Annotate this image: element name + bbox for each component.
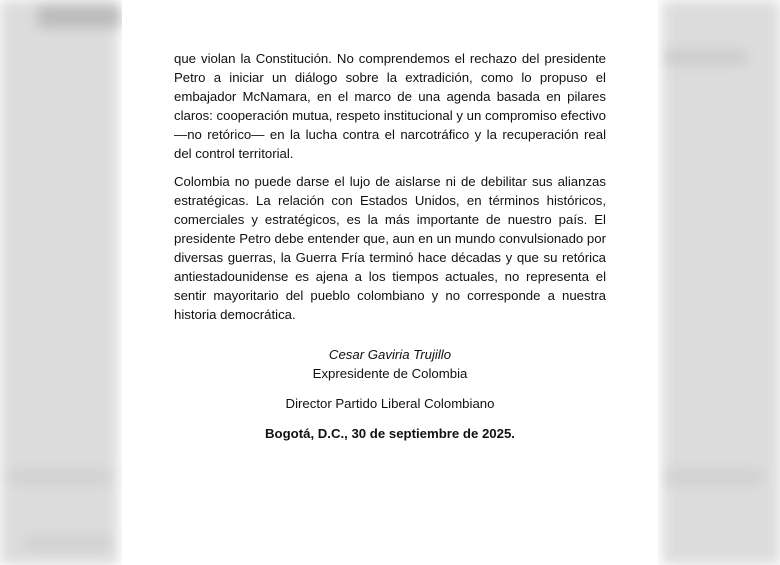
- letter-body: [174, 50, 606, 335]
- blurred-fragment: [10, 470, 110, 484]
- signer-organization: Director Partido Liberal Colombiano: [285, 396, 495, 411]
- blurred-fragment: [666, 50, 746, 64]
- place-and-date: Bogotá, D.C., 30 de septiembre de 2025.: [265, 426, 515, 441]
- blurred-fragment: [666, 470, 762, 484]
- blurred-fragment: [38, 6, 120, 28]
- letter-paragraph: que violan la Constitución. No comprendemos el rechazo del presidente Petro a iniciar un diálogo sobre la extradición, como lo propuso el embajador McNamara, en el marco de una agenda basada en pilares claros: cooperación mutua, respeto institucional y un compromiso efectivo —no retórico— en la lucha contra el narcotráfico y la recuperación real del control territorial.: [174, 51, 606, 161]
- signer-name: Cesar Gaviria Trujillo: [328, 347, 452, 362]
- letter-page: [122, 0, 658, 565]
- letter-paragraph: Colombia no puede darse el lujo de aislarse ni de debilitar sus alianzas estratégicas. La relación con Estados Unidos, en términos históricos, comerciales y estratégicos, es la más importante de nuestro país. El presidente Petro debe entender que, aun en un mundo convulsionado por diversas guerras, la Guerra Fría terminó hace décadas y que su retórica antiestadounidense es ajena a los tiempos actuales, no representa el sentir mayoritario del pueblo colombiano y no corresponde a nuestra historia democrática.: [174, 174, 606, 322]
- signature-block: [122, 345, 658, 443]
- signer-role: Expresidente de Colombia: [312, 366, 468, 381]
- blurred-fragment: [26, 536, 110, 550]
